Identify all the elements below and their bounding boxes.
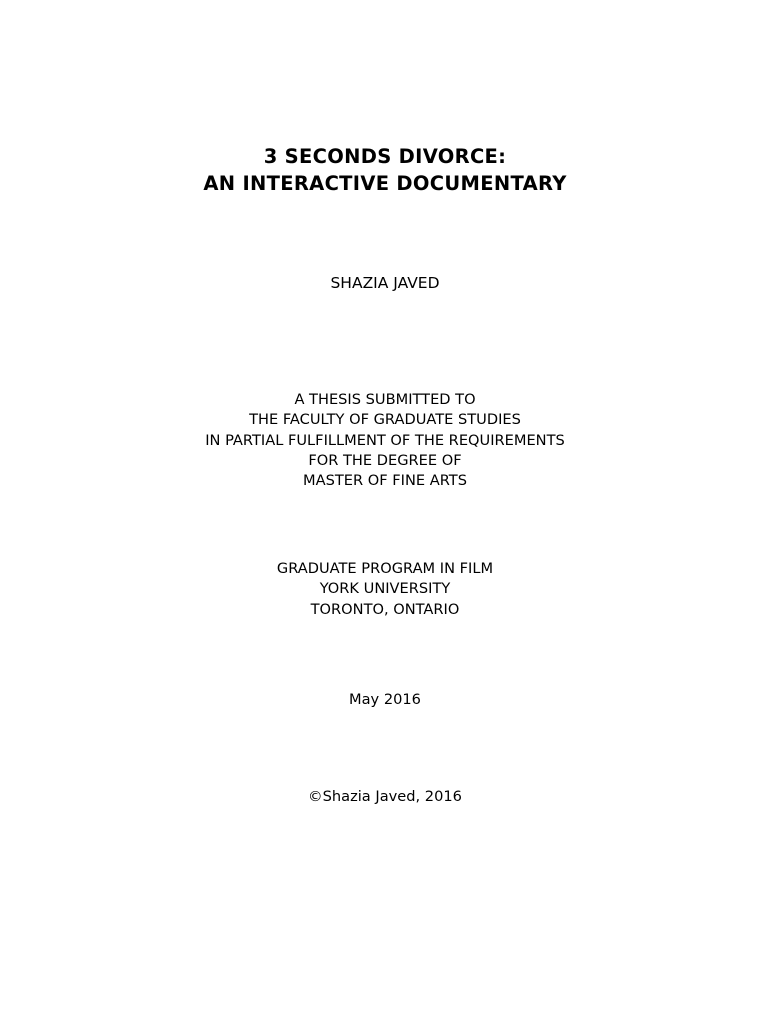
author-name bbox=[0, 271, 770, 295]
program-line: GRADUATE PROGRAM IN FILM bbox=[276, 560, 494, 577]
copyright-notice bbox=[0, 787, 770, 807]
title-line-1: 3 SECONDS DIVORCE: bbox=[263, 145, 507, 168]
thesis-title bbox=[0, 143, 770, 197]
university-line: YORK UNIVERSITY bbox=[319, 580, 451, 598]
thesis-statement-line: MASTER OF FINE ARTS bbox=[303, 472, 467, 490]
location-line: TORONTO, ONTARIO bbox=[310, 600, 460, 618]
author-line: SHAZIA JAVED bbox=[330, 274, 440, 292]
thesis-statement-line: IN PARTIAL FULFILLMENT OF THE REQUIREMENTS bbox=[205, 431, 565, 449]
thesis-statement-line: A THESIS SUBMITTED TO bbox=[294, 391, 476, 408]
date-line: May 2016 bbox=[349, 691, 421, 708]
thesis-statement bbox=[0, 390, 770, 491]
copyright-line: ©Shazia Javed, 2016 bbox=[308, 788, 462, 805]
submission-date bbox=[0, 690, 770, 710]
thesis-statement-line: FOR THE DEGREE OF bbox=[308, 451, 462, 469]
program-info bbox=[0, 559, 770, 620]
thesis-statement-line: THE FACULTY OF GRADUATE STUDIES bbox=[249, 411, 521, 429]
title-line-2: AN INTERACTIVE DOCUMENTARY bbox=[203, 172, 567, 195]
